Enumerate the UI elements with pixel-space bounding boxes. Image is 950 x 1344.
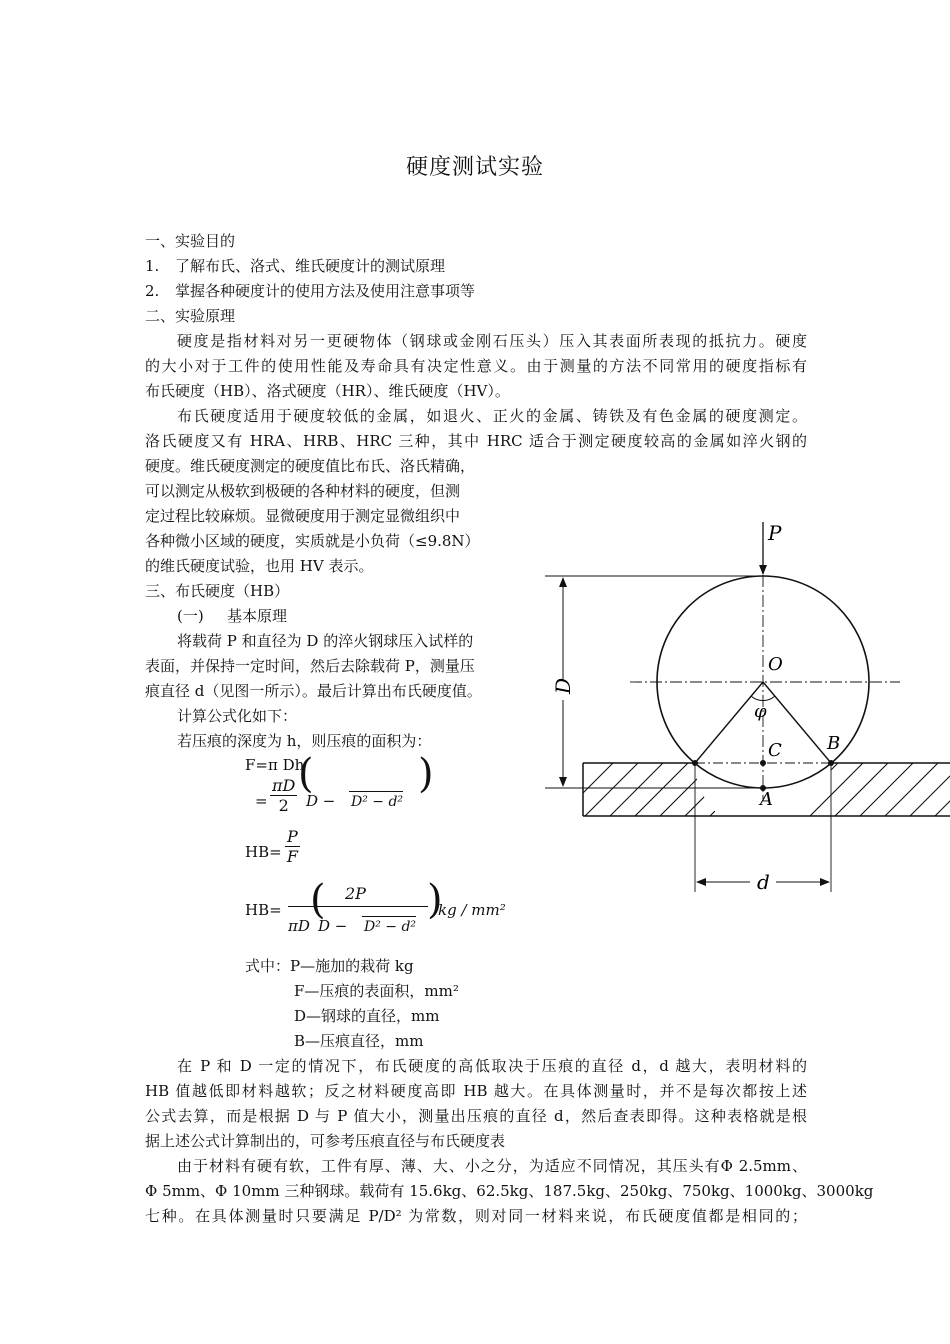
paragraph-line: 据上述公式计算制出的，可参考压痕直径与布氏硬度表 — [145, 1132, 506, 1150]
list-text: 了解布氏、洛式、维氏硬度计的测试原理 — [175, 257, 446, 275]
formula-root: D² − d² — [362, 916, 416, 937]
fraction-denominator: 2 — [278, 796, 289, 815]
where-label: 式中： — [245, 957, 291, 975]
brinell-diagram — [540, 515, 950, 900]
paragraph-line: 表面，并保持一定时间，然后去除载荷 P，测量压 — [145, 657, 475, 675]
where-line — [245, 954, 414, 978]
fraction-denominator: F — [286, 847, 298, 866]
subsection-text: 基本原理 — [227, 607, 288, 625]
label-d-small: d — [757, 870, 770, 894]
label-o: O — [768, 654, 783, 675]
label-p: P — [768, 521, 782, 545]
label-phi: φ — [754, 701, 767, 722]
paragraph-line: 在 P 和 D 一定的情况下，布氏硬度的高低取决于压痕的直径 d，d 越大，表明材料的 — [177, 1057, 807, 1075]
paragraph-line: 布氏硬度（HB）、洛式硬度（HR）、维氏硬度（HV）。 — [145, 382, 510, 400]
fraction — [270, 776, 297, 815]
paragraph-line: HB 值越低即材料越软；反之材料硬度高即 HB 越大。在具体测量时，并不是每次都按上述 — [145, 1082, 807, 1100]
label-d-large: D — [551, 677, 575, 694]
formula-hb-label: HB= — [245, 843, 282, 861]
paragraph-line: 硬度是指材料对另一更硬物体（钢球或金刚石压头）压入其表面所表现的抵抗力。硬度 — [177, 332, 807, 350]
point-c — [760, 760, 766, 766]
paragraph-line: 的维氏硬度试验，也用 HV 表示。 — [145, 557, 374, 575]
list-item — [145, 254, 445, 278]
section-heading: 二、实验原理 — [145, 307, 236, 325]
paragraph-line: 公式去算，而是根据 D 与 P 值大小，测量出压痕的直径 d，然后查表即得。这种表格就是根 — [145, 1107, 807, 1125]
paragraph-line: 各种微小区域的硬度，实质就是小负荷（≤9.8N） — [145, 532, 480, 550]
list-number: 2. — [145, 282, 160, 300]
paren-close: ) — [418, 751, 434, 797]
paragraph-line: 定过程比较麻烦。显微硬度用于测定显微组织中 — [145, 507, 461, 525]
fraction-numerator: πD — [272, 776, 296, 795]
radius-left — [695, 682, 763, 763]
formula-numerator: 2P — [345, 884, 366, 903]
formula-term: D − — [318, 917, 348, 935]
formula-hb-label: HB= — [245, 901, 282, 919]
page-title: 硬度测试实验 — [405, 155, 544, 180]
paragraph-line: 计算公式化如下： — [177, 707, 298, 725]
paren-open: ( — [298, 751, 314, 797]
where-item: D—钢球的直径，mm — [294, 1007, 440, 1025]
subsection-number: (一) — [177, 607, 204, 625]
formula-lhs: F=π Dh — [245, 756, 305, 774]
paragraph-line: 硬度。维氏硬度测定的硬度值比布氏、洛氏精确， — [145, 457, 476, 475]
paragraph-line: Φ 5mm、Φ 10mm 三种钢球。载荷有 15.6kg、62.5kg、187.5kg、250kg、750kg、1000kg、3000kg — [145, 1182, 874, 1200]
fraction-bar — [288, 906, 428, 907]
paren-open: ( — [310, 877, 326, 923]
list-number: 1. — [145, 257, 160, 275]
paragraph-line: 的大小对于工件的使用性能及寿命具有决定性意义。由于测量的方法不同常用的硬度指标有 — [145, 357, 807, 375]
formula-equals: = — [255, 792, 268, 810]
paragraph-line: 将载荷 P 和直径为 D 的淬火钢球压入试样的 — [177, 632, 474, 650]
formula-term: D − — [306, 792, 336, 810]
paren-close: ) — [427, 877, 443, 923]
label-a: A — [760, 789, 773, 810]
paragraph-line: 若压痕的深度为 h，则压痕的面积为： — [177, 732, 432, 750]
specimen-block — [560, 763, 950, 831]
label-b: B — [827, 733, 841, 754]
paragraph-line: 七种。在具体测量时只要满足 P/D² 为常数，则对同一材料来说，布氏硬度值都是相同的； — [145, 1207, 807, 1225]
where-item: P—施加的栽荷 kg — [290, 957, 414, 975]
list-text: 掌握各种硬度计的使用方法及使用注意事项等 — [175, 282, 476, 300]
paragraph-line: 痕直径 d（见图一所示）。最后计算出布氏硬度值。 — [145, 682, 482, 700]
where-item: F—压痕的表面积，mm² — [294, 982, 459, 1000]
label-c: C — [768, 740, 782, 761]
paragraph-line: 布氏硬度适用于硬度较低的金属，如退火、正火的金属、铸铁及有色金属的硬度测定。 — [177, 407, 807, 425]
section-heading: 三、布氏硬度（HB） — [145, 582, 290, 600]
where-item: B—压痕直径，mm — [294, 1032, 424, 1050]
fraction — [285, 827, 300, 866]
formula-root: D² − d² — [349, 791, 403, 812]
formula-term: πD — [288, 917, 310, 935]
section-heading: 一、实验目的 — [145, 232, 236, 250]
subsection-heading — [177, 604, 287, 628]
list-item — [145, 279, 475, 303]
paragraph-line: 由于材料有硬有软，工件有厚、薄、大、小之分，为适应不同情况，其压头有Φ 2.5mm、 — [177, 1157, 807, 1175]
paragraph-line: 洛氏硬度又有 HRA、HRB、HRC 三种，其中 HRC 适合于测定硬度较高的金属如淬火钢的 — [145, 432, 807, 450]
formula-unit: kg / mm² — [438, 901, 506, 919]
paragraph-line: 可以测定从极软到极硬的各种材料的硬度，但测 — [145, 482, 461, 500]
fraction-numerator: P — [287, 827, 298, 846]
